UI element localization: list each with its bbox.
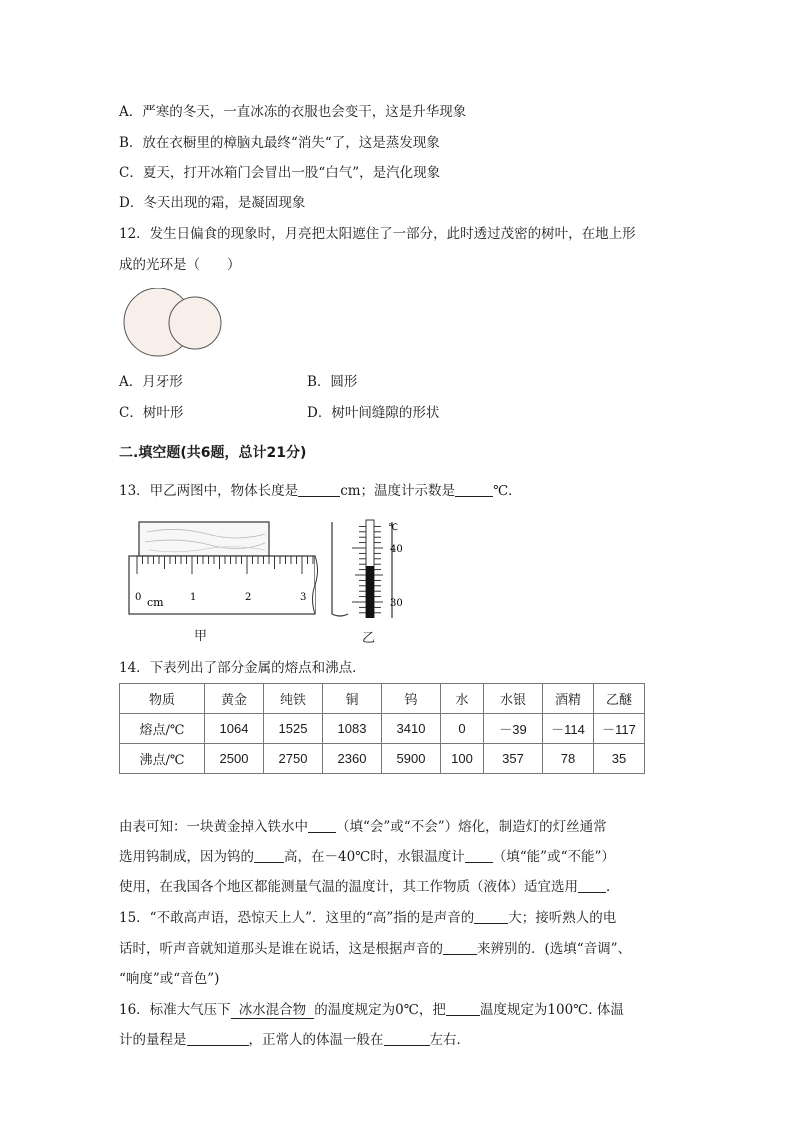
- q14-blank-1: [308, 818, 336, 833]
- table-cell: 纯铁: [264, 684, 323, 714]
- table-cell: 357: [484, 744, 543, 774]
- table-row: [120, 714, 645, 744]
- q12-stem-line1: 12．发生日偏食的现象时，月亮把太阳遮住了一部分，此时透过茂密的树叶，在地上形: [119, 226, 636, 242]
- q12-option-b: B．圆形: [307, 374, 358, 390]
- thermometer-unit: ℃: [388, 523, 399, 533]
- q16-text: 的温度规定为0℃，把: [314, 1002, 446, 1018]
- q14-text: 使用，在我国各个地区都能测量气温的温度计，其工作物质（液体）适宜选用: [119, 879, 578, 895]
- ruler-tick-2: 2: [245, 592, 252, 603]
- table-cell: 沸点/℃: [120, 744, 205, 774]
- moon-disc: [169, 297, 221, 349]
- q16-blank-2: [187, 1031, 249, 1046]
- q13-blank-temperature: [455, 482, 493, 497]
- q14-text: 高，在－40℃时，水银温度计: [284, 849, 465, 865]
- table-cell: 2500: [205, 744, 264, 774]
- q14-intro: 14．下表列出了部分金属的熔点和沸点．: [119, 660, 366, 676]
- q15-text: 来辨别的．(选填“音调”、: [477, 941, 632, 957]
- table-row: [120, 744, 645, 774]
- q15-blank-1: [474, 909, 508, 924]
- q11-option-c: C．夏天，打开冰箱门会冒出一股“白气”，是汽化现象: [119, 165, 441, 181]
- q16-blank-1: [446, 1001, 480, 1016]
- q14-blank-4: [578, 878, 606, 893]
- table-cell: 1083: [323, 714, 382, 744]
- q15-text: 话时，听声音就知道那头是谁在说话，这是根据声音的: [119, 941, 443, 957]
- q15-line1: [119, 909, 616, 927]
- thermometer-tick-40: 40: [390, 544, 403, 555]
- ruler-unit: cm: [147, 596, 164, 609]
- table-cell: －39: [484, 714, 543, 744]
- q14-blank-2: [254, 848, 284, 863]
- thermometer-tick-30: 30: [390, 598, 403, 609]
- table-cell: 1064: [205, 714, 264, 744]
- table-cell: －117: [594, 714, 645, 744]
- ruler-tick-0: 0: [135, 592, 142, 603]
- q15-text: 15．“不敢高声语，恐惊天上人”．这里的“高”指的是声音的: [119, 910, 475, 926]
- q13-stem: [119, 482, 522, 500]
- q12-stem-line2: 成的光环是（ ）: [119, 257, 241, 273]
- ruler-tick-1: 1: [190, 592, 197, 603]
- q16-line2: [119, 1031, 470, 1049]
- q12-option-c: C．树叶形: [119, 405, 184, 421]
- q11-option-a: A．严寒的冬天，一直冰冻的衣服也会变干，这是升华现象: [119, 104, 467, 120]
- table-cell: 3410: [382, 714, 441, 744]
- ruler-figure: [125, 518, 321, 618]
- eclipse-figure: [119, 288, 229, 360]
- table-cell: 酒精: [543, 684, 594, 714]
- table-cell: 35: [594, 744, 645, 774]
- table-cell: 5900: [382, 744, 441, 774]
- table-cell: 2360: [323, 744, 382, 774]
- q16-text: ，正常人的体温一般在: [248, 1032, 384, 1048]
- section-heading: 二.填空题(共6题，总计21分): [119, 445, 307, 461]
- q16-blank-3: [384, 1031, 430, 1046]
- q12-option-a: A．月牙形: [119, 374, 183, 390]
- q16-text: 计的量程是: [119, 1032, 187, 1048]
- thermometer-figure: [326, 518, 406, 618]
- ruler-tick-3: 3: [300, 592, 307, 603]
- table-cell: 0: [441, 714, 484, 744]
- thermometer-liquid: [366, 566, 374, 618]
- q14-blank-3: [465, 848, 493, 863]
- q16-filled-answer: 冰水混合物: [231, 1002, 315, 1019]
- q14-line2: [119, 848, 615, 866]
- table-cell: 黄金: [205, 684, 264, 714]
- q15-line3: “响度”或“音色”): [119, 971, 220, 987]
- q15-text: 大；接听熟人的电: [508, 910, 617, 926]
- q14-line1: [119, 818, 607, 836]
- table-cell: 钨: [382, 684, 441, 714]
- table-cell: 水: [441, 684, 484, 714]
- table-cell: 铜: [323, 684, 382, 714]
- q11-option-b: B．放在衣橱里的樟脑丸最终“消失“了，这是蒸发现象: [119, 135, 440, 151]
- q14-text: 选用钨制成，因为钨的: [119, 849, 254, 865]
- q11-option-d: D．冬天出现的霜，是凝固现象: [119, 195, 306, 211]
- figure-label-yi: 乙: [362, 631, 376, 646]
- table-row: [120, 684, 645, 714]
- q14-text: ．: [606, 879, 620, 895]
- q16-line1: [119, 1001, 624, 1019]
- table-cell: 乙醚: [594, 684, 645, 714]
- table-cell: 2750: [264, 744, 323, 774]
- table-cell: 1525: [264, 714, 323, 744]
- q12-option-d: D．树叶间缝隙的形状: [307, 405, 440, 421]
- figure-label-jia: 甲: [194, 629, 208, 644]
- q13-blank-length: [298, 482, 340, 497]
- q13-text-3: ℃．: [493, 483, 522, 499]
- q14-text: （填“会”或“不会”）熔化，制造灯的灯丝通常: [336, 819, 607, 835]
- q16-text: 左右．: [429, 1032, 470, 1048]
- q14-line3: [119, 878, 620, 896]
- table-cell: 物质: [120, 684, 205, 714]
- q13-text-1: 13．甲乙两图中，物体长度是: [119, 483, 299, 499]
- table-cell: 100: [441, 744, 484, 774]
- q16-text: 16．标准大气压下: [119, 1002, 231, 1018]
- q15-line2: [119, 940, 631, 958]
- table-cell: 78: [543, 744, 594, 774]
- table-cell: 熔点/℃: [120, 714, 205, 744]
- table-cell: －114: [543, 714, 594, 744]
- q13-text-2: cm；温度计示数是: [340, 483, 456, 499]
- table-cell: 水银: [484, 684, 543, 714]
- q16-text: 温度规定为100℃. 体温: [479, 1002, 624, 1018]
- metal-properties-table: [119, 683, 645, 774]
- q14-text: （填“能”或“不能”）: [492, 849, 615, 865]
- q15-blank-2: [443, 940, 477, 955]
- q14-text: 由表可知：一块黄金掉入铁水中: [119, 819, 308, 835]
